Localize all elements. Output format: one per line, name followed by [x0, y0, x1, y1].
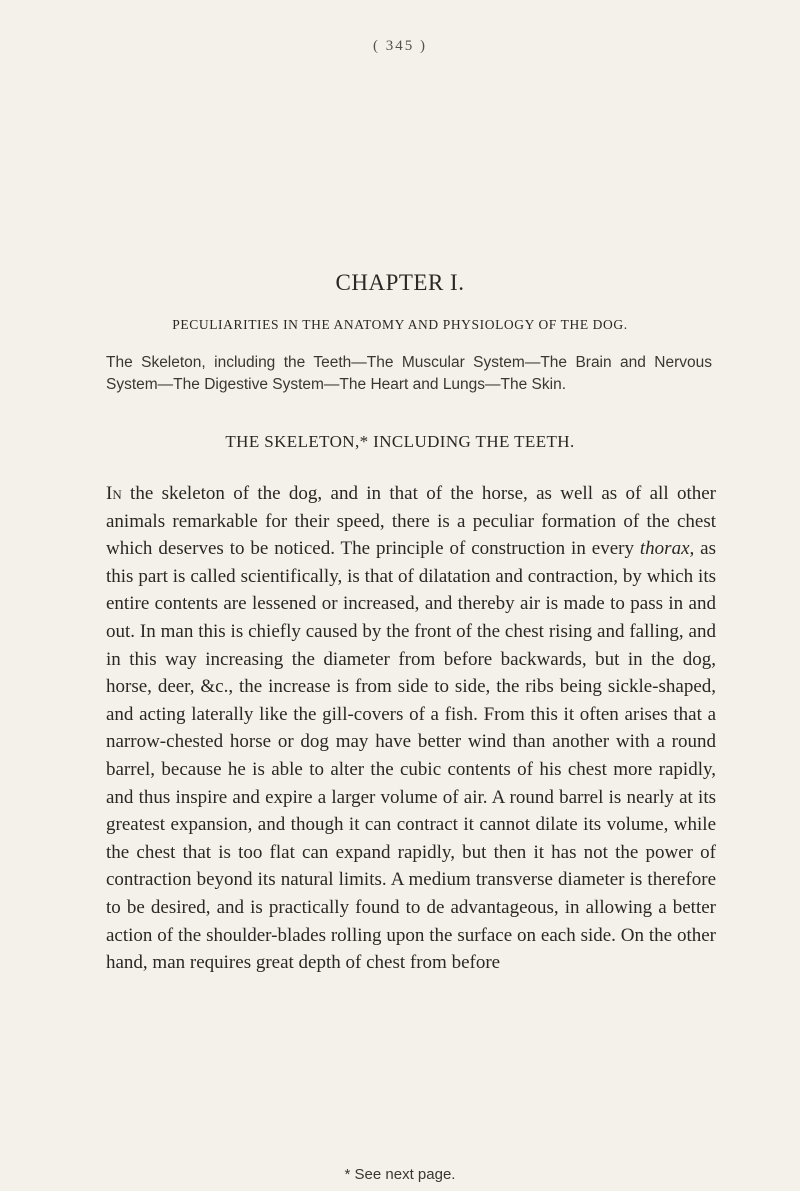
- page-number: ( 345 ): [373, 38, 427, 54]
- paragraph-text: [106, 480, 716, 977]
- chapter-subtitle: PECULIARITIES IN THE ANATOMY AND PHYSIOLOGY OF THE DOG.: [172, 317, 628, 332]
- section-heading: THE SKELETON,* INCLUDING THE TEETH.: [225, 432, 575, 451]
- body-paragraph: [106, 480, 716, 977]
- drop-cap: In: [106, 483, 122, 504]
- emphasis-thorax: thorax,: [639, 538, 695, 560]
- text-run-1: the skeleton of the dog, and in that of the horse, as well as of all other animals remarkable for their speed, there is a peculiar formation of the chest which deserves to be noticed. The principle of construction in every: [106, 483, 716, 560]
- chapter-summary: The Skeleton, including the Teeth—The Muscular System—The Brain and Nervous System—The Digestive System—The Heart and Lungs—The Skin.: [106, 354, 712, 393]
- chapter-title: CHAPTER I.: [335, 270, 465, 295]
- text-run-2: as this part is called scientifically, is that of dilatation and contraction, by which its entire contents are lessened or increased, and thereby air is made to pass in and out. In man this is chiefly caused by the front of the chest rising and falling, and in this way increasing the diameter from before backwards, but in the dog, horse, deer, &c., the increase is from side to side, the ribs being sickle-shaped, and acting laterally like the gill-covers of a fish. From this it often arises that a narrow-chested horse or dog may have better wind than another with a round barrel, because he is able to alter the cubic contents of his chest more rapidly, and thus inspire and expire a larger volume of air. A round barrel is nearly at its greatest expansion, and though it can contract it cannot dilate its volume, while the chest that is too flat can expand rapidly, but then it has not the power of contraction beyond its natural limits. A medium transverse diameter is therefore to be desired, and is practically found to de advantageous, in allowing a better action of the shoulder-blades rolling upon the surface on each side. On the other hand, man requires great depth of chest from before: [106, 538, 717, 974]
- footnote: * See next page.: [344, 1166, 456, 1183]
